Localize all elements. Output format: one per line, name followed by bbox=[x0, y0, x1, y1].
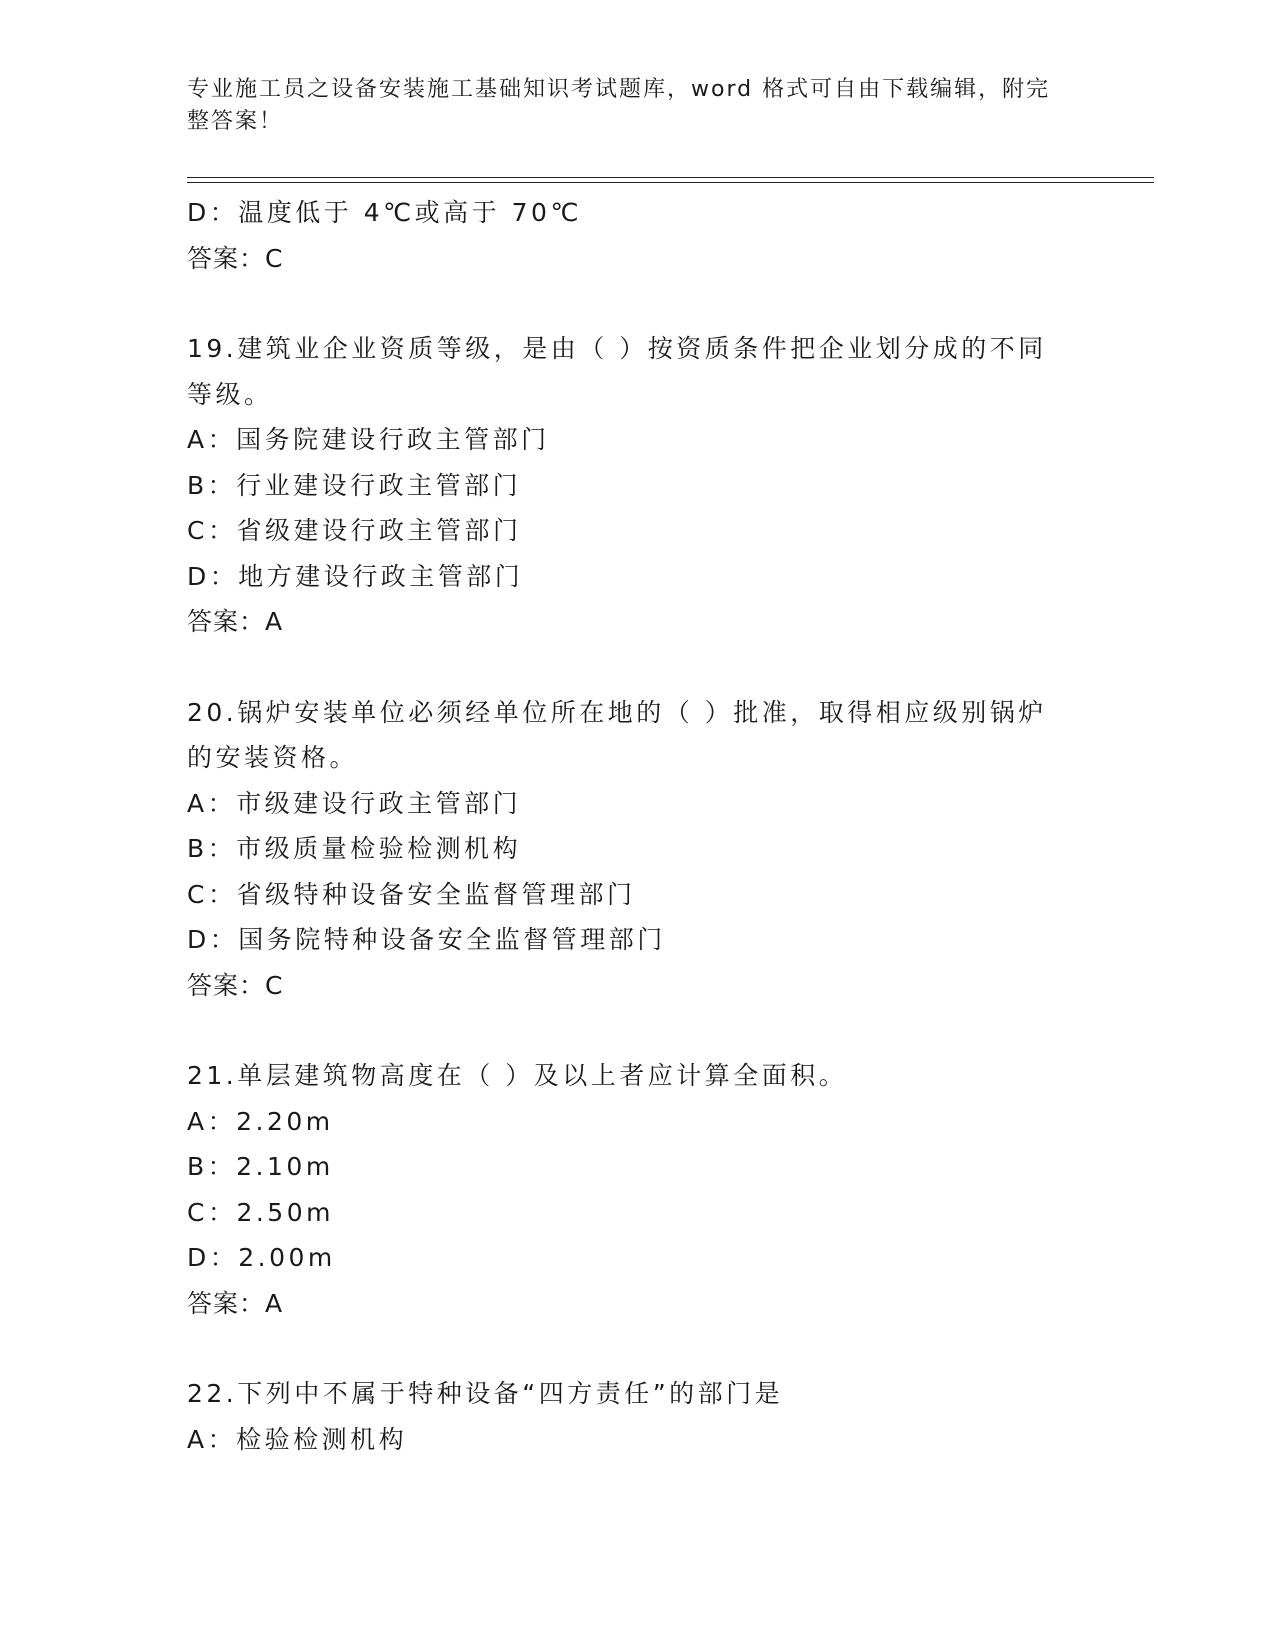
option-a: A：国务院建设行政主管部门 bbox=[187, 425, 550, 454]
option-a: A：检验检测机构 bbox=[187, 1424, 408, 1454]
option-a: A：市级建设行政主管部门 bbox=[187, 788, 522, 818]
option-c: C：省级特种设备安全监督管理部门 bbox=[187, 879, 636, 909]
question-stem: 20.锅炉安装单位必须经单位所在地的（ ）批准，取得相应级别锅炉 bbox=[187, 697, 1047, 727]
question-stem-cont: 的安装资格。 bbox=[187, 743, 359, 772]
option-b: B：行业建设行政主管部门 bbox=[187, 470, 522, 500]
prev-option-d: D：温度低于 4℃或高于 70℃ bbox=[187, 198, 583, 227]
answer: 答案：A bbox=[187, 1288, 284, 1318]
header-line-2: 整答案！ bbox=[187, 109, 284, 134]
question-stem: 19.建筑业企业资质等级，是由（ ）按资质条件把企业划分成的不同 bbox=[187, 334, 1047, 363]
answer: 答案：A bbox=[187, 607, 284, 636]
question-stem: 21.单层建筑物高度在（ ）及以上者应计算全面积。 bbox=[187, 1061, 848, 1090]
question-list bbox=[187, 190, 1087, 1462]
question-22 bbox=[187, 1371, 1087, 1462]
question-21 bbox=[187, 1053, 1087, 1326]
question-stem-cont: 等级。 bbox=[187, 379, 273, 409]
option-d: D：国务院特种设备安全监督管理部门 bbox=[187, 925, 666, 954]
prev-answer: 答案：C bbox=[187, 243, 284, 273]
question-19 bbox=[187, 326, 1087, 645]
option-b: B：2.10m bbox=[187, 1152, 334, 1181]
question-20 bbox=[187, 690, 1087, 1009]
question-stem: 22.下列中不属于特种设备“四方责任”的部门是 bbox=[187, 1379, 784, 1408]
option-b: B：市级质量检验检测机构 bbox=[187, 834, 522, 863]
document-header bbox=[187, 74, 1087, 138]
option-a: A：2.20m bbox=[187, 1106, 334, 1136]
option-d: D：2.00m bbox=[187, 1243, 336, 1272]
option-c: C：2.50m bbox=[187, 1197, 334, 1227]
option-d: D：地方建设行政主管部门 bbox=[187, 561, 524, 591]
header-line-1: 专业施工员之设备安装施工基础知识考试题库，word 格式可自由下载编辑，附完 bbox=[187, 77, 1051, 102]
header-divider-top bbox=[187, 177, 1154, 178]
answer: 答案：C bbox=[187, 970, 284, 1000]
option-c: C：省级建设行政主管部门 bbox=[187, 516, 522, 545]
header-divider-bottom bbox=[187, 182, 1154, 183]
